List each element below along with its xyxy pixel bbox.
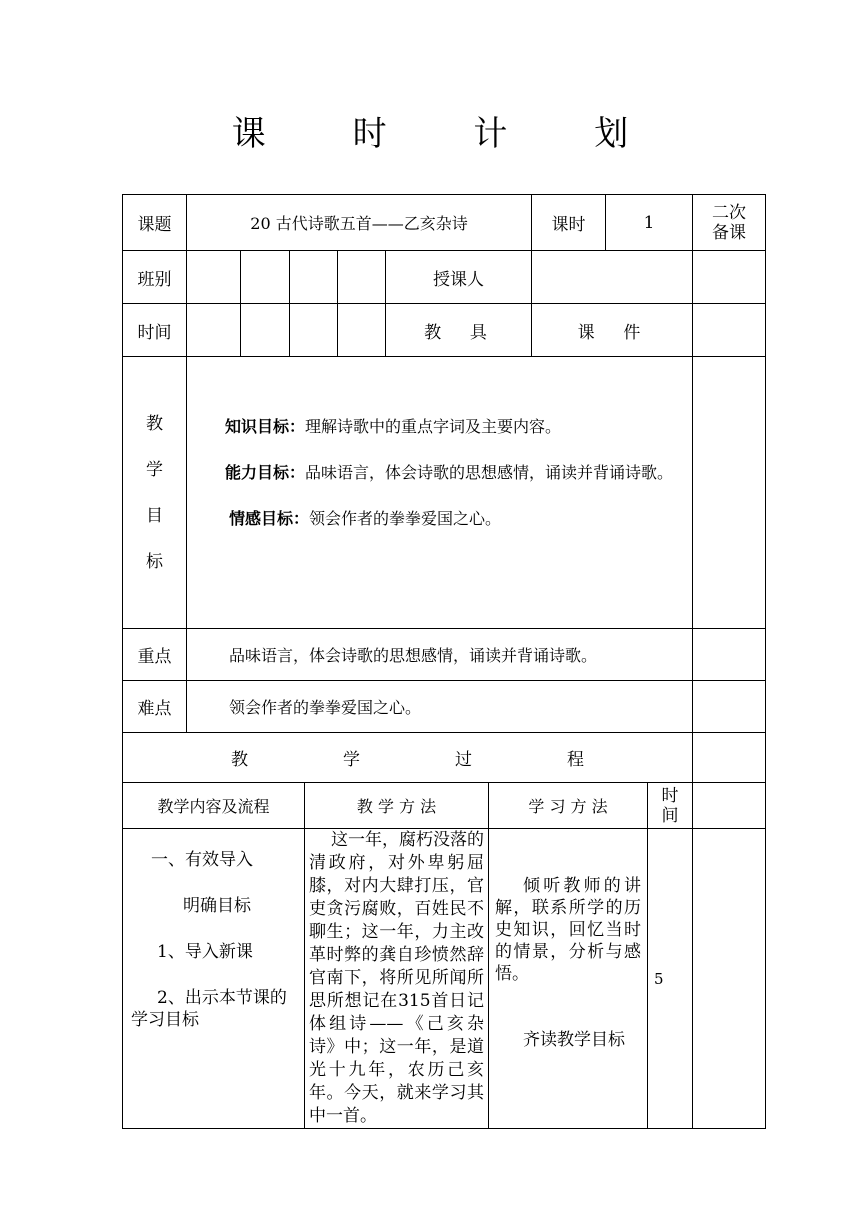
step1-extra [693, 829, 766, 1129]
class-cell-4 [338, 251, 386, 304]
teacher-label: 授课人 [386, 251, 532, 304]
step1-teaching: 这一年，腐朽没落的清政府，对外卑躬屈膝，对内大肆打压，官吏贪污腐败，百姓民不聊生；这一年，力主改革时弊的龚自珍愤然辞官南下，将所见所闻所思所想记在315首日记体组诗——《己亥杂诗》中；这一年，是道光十九年，农历己亥年。今天，就来学习其中一首。 [305, 829, 489, 1129]
emotion-goal-text: 领会作者的拳拳爱国之心。 [309, 508, 502, 528]
time-label: 时间 [123, 304, 187, 357]
goals-char: 标 [146, 551, 163, 572]
emotion-goal [225, 506, 692, 532]
process-char: 学 [343, 750, 361, 770]
process-char: 教 [231, 750, 249, 770]
second-prep-text: 二次备课 [712, 202, 747, 243]
column-content: 教学内容及流程 [123, 783, 305, 829]
key-point-extra [693, 629, 766, 681]
class-cell-1 [187, 251, 241, 304]
page-title: 课 时 计 划 [231, 114, 667, 154]
process-char: 程 [567, 750, 585, 770]
tools-value: 课 件 [532, 304, 693, 357]
period-value: 1 [606, 195, 693, 251]
column-teaching: 教 学 方 法 [305, 783, 489, 829]
second-prep-label [693, 195, 766, 251]
goals-char: 目 [146, 505, 163, 526]
teacher-extra [693, 251, 766, 304]
tools-label: 教 具 [386, 304, 532, 357]
step1-item: 明确目标 [183, 896, 251, 916]
period-label: 课时 [532, 195, 606, 251]
knowledge-goal-text: 理解诗歌中的重点字词及主要内容。 [305, 416, 562, 436]
ability-goal [225, 460, 692, 486]
goals-content [187, 357, 693, 629]
process-extra [693, 733, 766, 783]
class-cell-3 [290, 251, 338, 304]
process-heading [123, 733, 693, 783]
step1-item: 1、导入新课 [157, 942, 253, 962]
goals-char: 教 [146, 413, 163, 434]
goals-label [123, 357, 187, 629]
step1-learning [489, 829, 648, 1129]
column-extra [693, 783, 766, 829]
column-learning: 学 习 方 法 [489, 783, 648, 829]
difficulty-label: 难点 [123, 681, 187, 733]
step1-content [123, 829, 305, 1129]
process-table [122, 782, 766, 1129]
ability-goal-label: 能力目标： [225, 462, 306, 482]
goals-char: 学 [146, 459, 163, 480]
difficulty-text: 领会作者的拳拳爱国之心。 [187, 681, 693, 733]
step1-item: 2、出示本节课的学习目标 [131, 988, 287, 1030]
knowledge-goal [225, 414, 692, 440]
key-point-text: 品味语言，体会诗歌的思想感情，诵读并背诵诗歌。 [187, 629, 693, 681]
class-cell-2 [241, 251, 290, 304]
ability-goal-text: 品味语言，体会诗歌的思想感情，诵读并背诵诗歌。 [305, 462, 674, 482]
tools-extra [693, 304, 766, 357]
step1-time: 5 [648, 829, 693, 1129]
time-cell-2 [241, 304, 290, 357]
step1-item: 一、有效导入 [151, 850, 253, 870]
subject-value: 20 古代诗歌五首——乙亥杂诗 [187, 195, 532, 251]
time-cell-1 [187, 304, 241, 357]
time-cell-4 [338, 304, 386, 357]
class-label: 班别 [123, 251, 187, 304]
lesson-plan-table [122, 194, 766, 783]
teacher-value [532, 251, 693, 304]
step1-learning-text-2: 齐读教学目标 [523, 1030, 625, 1050]
process-char: 过 [455, 750, 473, 770]
difficulty-extra [693, 681, 766, 733]
column-time-text: 时间 [661, 785, 679, 826]
subject-label: 课题 [123, 195, 187, 251]
knowledge-goal-label: 知识目标： [225, 416, 306, 436]
step1-learning-text: 倾听教师的讲解，联系所学的历史知识，回忆当时的情景，分析与感悟。 [495, 876, 641, 984]
key-point-label: 重点 [123, 629, 187, 681]
time-cell-3 [290, 304, 338, 357]
column-time [648, 783, 693, 829]
emotion-goal-label: 情感目标： [229, 508, 310, 528]
goals-extra [693, 357, 766, 629]
